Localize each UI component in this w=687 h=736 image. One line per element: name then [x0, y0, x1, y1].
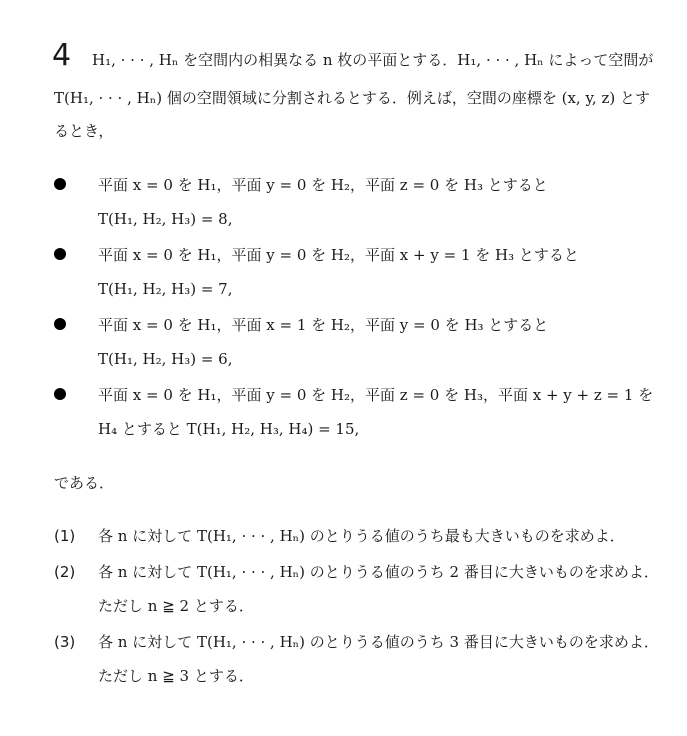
- example-1-line-1: 平面 x = 0 を H₁，平面 y = 0 を H₂，平面 z = 0 を H₃ とすると: [98, 176, 548, 194]
- question-3-label: (3): [54, 633, 76, 651]
- example-3-line-2: T(H₁, H₂, H₃) = 6,: [98, 350, 233, 368]
- question-1-label: (1): [54, 527, 76, 545]
- example-4-line-2: H₄ とすると T(H₁, H₂, H₃, H₄) = 15,: [98, 420, 360, 438]
- closing-text: である．: [54, 474, 115, 492]
- bullet-icon: [54, 388, 66, 400]
- example-1-line-2: T(H₁, H₂, H₃) = 8,: [98, 210, 233, 228]
- intro-line-1: H₁, · · · , Hₙ を空間内の相異なる n 枚の平面とする．H₁, · · · , Hₙ によって空間が: [92, 51, 654, 69]
- example-2-line-2: T(H₁, H₂, H₃) = 7,: [98, 280, 233, 298]
- question-3-line-1: 各 n に対して T(H₁, · · · , Hₙ) のとりうる値のうち 3 番目に大きいものを求めよ．: [98, 633, 659, 651]
- example-3-line-1: 平面 x = 0 を H₁，平面 x = 1 を H₂，平面 y = 0 を H₃ とすると: [98, 316, 549, 334]
- example-2-line-1: 平面 x = 0 を H₁，平面 y = 0 を H₂，平面 x + y = 1 を H₃ とすると: [98, 246, 579, 264]
- question-2-line-1: 各 n に対して T(H₁, · · · , Hₙ) のとりうる値のうち 2 番目に大きいものを求めよ．: [98, 563, 659, 581]
- bullet-icon: [54, 178, 66, 190]
- intro-line-3: るとき，: [54, 122, 114, 140]
- problem-number: 4: [52, 38, 72, 73]
- question-2-line-2: ただし n ≧ 2 とする．: [98, 597, 254, 615]
- bullet-icon: [54, 248, 66, 260]
- intro-line-2: T(H₁, · · · , Hₙ) 個の空間領域に分割されるとする．例えば，空間の座標を (x, y, z) とす: [54, 89, 650, 107]
- example-4-line-1: 平面 x = 0 を H₁，平面 y = 0 を H₂，平面 z = 0 を H₃，平面 x + y + z = 1 を: [98, 386, 654, 404]
- question-2-label: (2): [54, 563, 76, 581]
- bullet-icon: [54, 318, 66, 330]
- question-3-line-2: ただし n ≧ 3 とする．: [98, 667, 254, 685]
- question-1-line-1: 各 n に対して T(H₁, · · · , Hₙ) のとりうる値のうち最も大きいものを求めよ．: [98, 527, 625, 545]
